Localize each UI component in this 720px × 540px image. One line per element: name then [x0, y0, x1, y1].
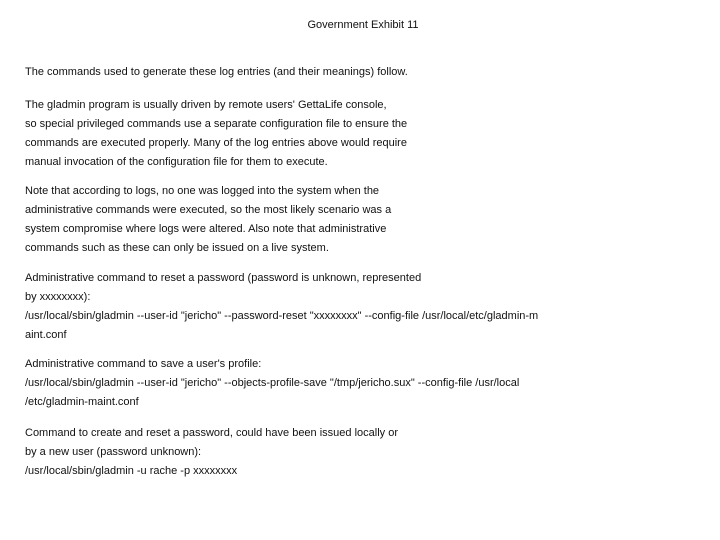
- text-line: Note that according to logs, no one was logged into the system when the: [25, 185, 380, 197]
- text-line: commands are executed properly. Many of the log entries above would require: [25, 137, 407, 149]
- text-line: system compromise where logs were altered. Also note that administrative: [25, 223, 387, 235]
- reset-password-paragraph: [25, 269, 538, 345]
- command-line: /etc/gladmin-maint.conf: [25, 396, 139, 408]
- text-line: Administrative command to reset a password (password is unknown, represented: [25, 272, 422, 284]
- text-line: by a new user (password unknown):: [25, 446, 202, 458]
- command-line: /usr/local/sbin/gladmin -u rache -p xxxxxxxx: [25, 465, 238, 477]
- intro-paragraph: [25, 63, 408, 82]
- text-line: Administrative command to save a user's profile:: [25, 358, 262, 370]
- save-profile-paragraph: [25, 355, 519, 412]
- text-line: The commands used to generate these log entries (and their meanings) follow.: [25, 66, 408, 78]
- create-password-paragraph: [25, 424, 398, 481]
- text-line: commands such as these can only be issued on a live system.: [25, 242, 329, 254]
- text-line: Command to create and reset a password, could have been issued locally or: [25, 427, 398, 439]
- text-line: administrative commands were executed, so the most likely scenario was a: [25, 204, 392, 216]
- text-line: by xxxxxxxx):: [25, 291, 91, 303]
- gladmin-paragraph: [25, 96, 407, 172]
- command-line: /usr/local/sbin/gladmin --user-id "jericho" --password-reset "xxxxxxxx" --config-file /usr/local/etc/gladmin-m: [25, 310, 539, 322]
- text-line: The gladmin program is usually driven by remote users' GettaLife console,: [25, 99, 387, 111]
- logs-note-paragraph: [25, 182, 391, 258]
- command-line: aint.conf: [25, 329, 67, 341]
- exhibit-title: Government Exhibit 11: [307, 19, 419, 31]
- text-line: so special privileged commands use a separate configuration file to ensure the: [25, 118, 408, 130]
- text-line: manual invocation of the configuration file for them to execute.: [25, 156, 328, 168]
- command-line: /usr/local/sbin/gladmin --user-id "jericho" --objects-profile-save "/tmp/jericho.sux" --config-file /usr/local: [25, 377, 520, 389]
